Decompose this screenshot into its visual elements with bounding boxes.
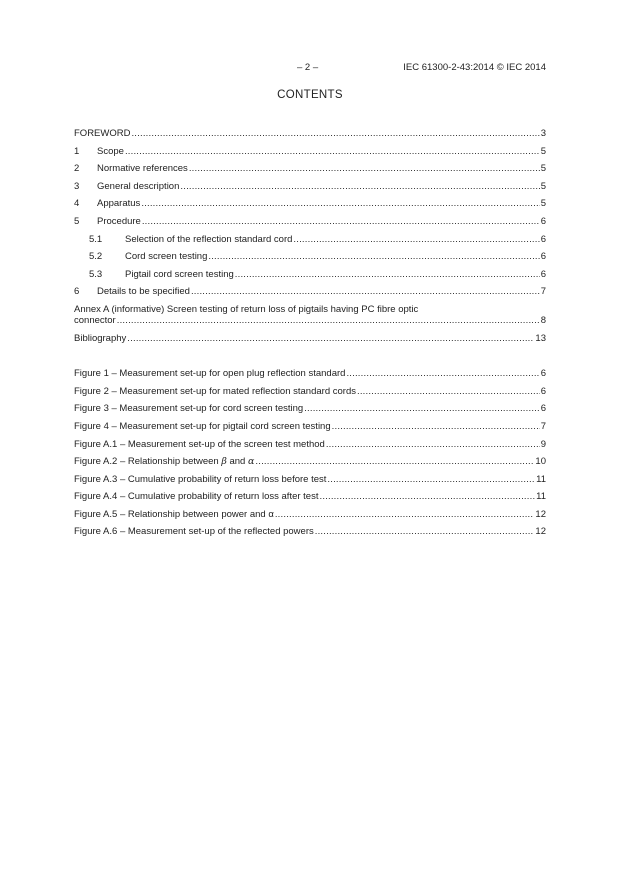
toc-label: Bibliography	[74, 332, 127, 344]
alpha-symbol: α	[247, 456, 255, 468]
section-spacer	[74, 351, 546, 369]
toc-label: Normative references	[97, 163, 188, 175]
toc-label: General description	[97, 180, 180, 192]
figure-label: Figure 2 – Measurement set-up for mated reflection standard cords	[74, 385, 356, 397]
toc-page: 8	[540, 314, 546, 326]
toc-number: 3	[74, 180, 80, 192]
toc-entry-procedure[interactable]	[74, 216, 546, 234]
toc-page: 6	[540, 233, 546, 245]
toc-leader	[357, 386, 540, 397]
figure-entry[interactable]	[74, 421, 546, 439]
toc-label: Annex A (informative) Screen testing of return loss of pigtails having PC fibre optic	[74, 303, 419, 315]
figure-entry[interactable]	[74, 526, 546, 544]
toc-number: 4	[74, 198, 80, 210]
toc-entry-scope[interactable]	[74, 146, 546, 164]
toc-label: Scope	[97, 145, 124, 157]
toc-page: 5	[540, 198, 546, 210]
toc-leader	[326, 439, 540, 450]
toc-label: Cord screen testing	[125, 251, 208, 263]
toc-leader	[127, 333, 534, 344]
toc-entry-5-3[interactable]	[74, 269, 546, 287]
document-reference: IEC 61300-2-43:2014 © IEC 2014	[403, 62, 546, 73]
toc-leader	[125, 146, 540, 157]
toc-label: Selection of the reflection standard cord	[125, 233, 293, 245]
toc-page: 13	[535, 332, 546, 344]
figure-page: 9	[540, 438, 546, 450]
figure-page: 6	[540, 385, 546, 397]
toc-number: 6	[74, 286, 80, 298]
toc-leader	[275, 509, 535, 520]
toc-page: 3	[540, 128, 546, 139]
figure-page: 11	[536, 491, 546, 503]
toc-leader	[327, 474, 535, 485]
toc-leader	[142, 216, 540, 227]
page-title: CONTENTS	[277, 89, 343, 101]
toc-page: 5	[540, 163, 546, 175]
toc-page: 6	[540, 215, 546, 227]
table-of-contents	[74, 128, 546, 544]
toc-leader	[131, 128, 539, 139]
toc-entry-normative-references[interactable]	[74, 163, 546, 181]
toc-page: 6	[540, 251, 546, 263]
toc-label: FOREWORD	[74, 128, 131, 139]
toc-label: Details to be specified	[97, 286, 190, 298]
toc-leader	[191, 286, 540, 297]
toc-leader	[235, 269, 540, 280]
figure-label	[74, 456, 254, 467]
toc-entry-5-1[interactable]	[74, 234, 546, 252]
toc-entry-bibliography[interactable]	[74, 333, 546, 351]
figure-entry[interactable]	[74, 456, 546, 474]
toc-entry-foreword[interactable]	[74, 128, 546, 146]
figure-page: 11	[536, 473, 546, 485]
toc-leader	[293, 234, 539, 245]
toc-number: 5	[74, 215, 80, 227]
figure-label: Figure A.1 – Measurement set-up of the screen test method	[74, 438, 325, 450]
toc-entry-details[interactable]	[74, 286, 546, 304]
figure-label: Figure A.4 – Cumulative probability of return loss after test	[74, 491, 319, 503]
toc-page: 6	[540, 268, 546, 280]
toc-leader	[141, 198, 539, 209]
toc-label: Procedure	[97, 215, 141, 227]
toc-number: 1	[74, 145, 80, 157]
figure-page: 6	[540, 403, 546, 415]
figure-entry[interactable]	[74, 491, 546, 509]
figure-label: Figure A.6 – Measurement set-up of the reflected powers	[74, 526, 314, 538]
figure-label: Figure 3 – Measurement set-up for cord screen testing	[74, 403, 304, 415]
toc-entry-general-description[interactable]	[74, 181, 546, 199]
toc-leader	[315, 526, 535, 537]
figure-label: Figure A.5 – Relationship between power and α	[74, 508, 274, 520]
toc-label: Pigtail cord screen testing	[125, 268, 234, 280]
figure-entry[interactable]	[74, 439, 546, 457]
figure-page: 12	[535, 508, 546, 520]
toc-leader	[346, 368, 539, 379]
toc-number: 5.3	[89, 268, 103, 280]
toc-page: 5	[540, 180, 546, 192]
figure-entry[interactable]	[74, 509, 546, 527]
figure-page: 6	[540, 368, 546, 380]
toc-entry-apparatus[interactable]	[74, 198, 546, 216]
figure-label-mid: and	[226, 456, 248, 468]
figure-label: Figure A.3 – Cumulative probability of return loss before test	[74, 473, 327, 485]
figure-label: Figure 1 – Measurement set-up for open plug reflection standard	[74, 368, 346, 380]
toc-leader	[180, 181, 539, 192]
toc-page: 5	[540, 145, 546, 157]
toc-leader	[255, 456, 534, 467]
figure-page: 7	[540, 420, 546, 432]
toc-number: 5.2	[89, 251, 103, 263]
toc-entry-annex-a[interactable]	[74, 304, 546, 333]
toc-leader	[319, 491, 535, 502]
figure-entry[interactable]	[74, 386, 546, 404]
figure-page: 12	[535, 526, 546, 538]
toc-label-continued: connector	[74, 314, 116, 326]
page-header	[0, 62, 620, 76]
figure-page: 10	[535, 456, 546, 468]
toc-leader	[117, 315, 540, 326]
toc-leader	[332, 421, 540, 432]
toc-leader	[208, 251, 539, 262]
toc-page: 7	[540, 286, 546, 298]
figure-entry[interactable]	[74, 368, 546, 386]
beta-symbol: β	[221, 456, 227, 468]
toc-number: 5.1	[89, 233, 103, 245]
toc-leader	[304, 403, 540, 414]
toc-leader	[189, 163, 540, 174]
toc-number: 2	[74, 163, 80, 175]
toc-entry-5-2[interactable]	[74, 251, 546, 269]
figure-label: Figure 4 – Measurement set-up for pigtail cord screen testing	[74, 420, 331, 432]
figure-label-prefix: Figure A.2 – Relationship between	[74, 456, 222, 468]
toc-label: Apparatus	[97, 198, 141, 210]
figure-entry[interactable]	[74, 403, 546, 421]
page-number: – 2 –	[297, 62, 319, 73]
figure-entry[interactable]	[74, 474, 546, 492]
